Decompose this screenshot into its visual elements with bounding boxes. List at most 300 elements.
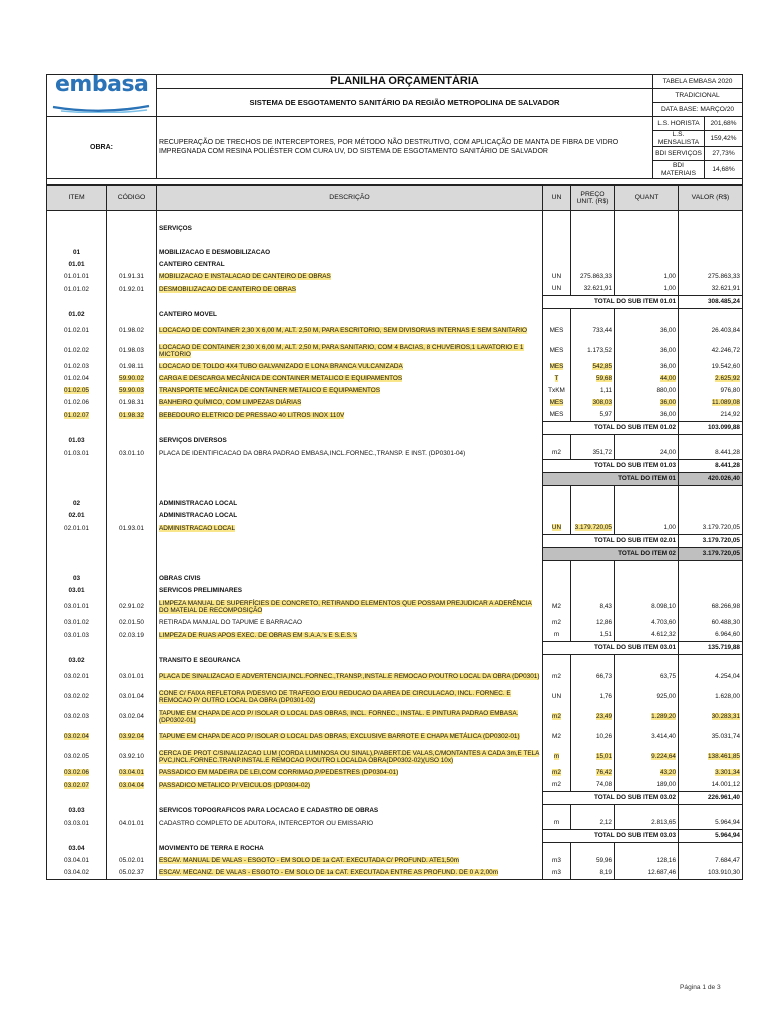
section-row [47, 247, 743, 259]
col-valor: VALOR (R$) [679, 186, 743, 211]
total-value: 420.026,40 [679, 473, 743, 486]
valor-cell: 19.542,60 [679, 361, 743, 373]
item-cell: 01.02.06 [47, 397, 107, 409]
subsection-row [47, 309, 743, 322]
empty-cell [543, 309, 571, 322]
col-item: ITEM [47, 186, 107, 211]
codigo-cell [107, 767, 157, 779]
codigo-cell: 01.98.11 [107, 361, 157, 373]
total-label: TOTAL DO SUB ITEM 01.03 [543, 460, 679, 473]
table-row [47, 373, 743, 385]
empty-cell [107, 223, 157, 235]
empty-cell [157, 792, 543, 805]
codigo-cell [107, 385, 157, 397]
table-row [47, 867, 743, 880]
highlighted-text: ESCAV. MANUAL DE VALAS - ESGOTO - EM SOLO DE 1a CAT. EXECUTADA C/ PROFUND. ATE1,50m [159, 857, 459, 865]
empty-cell [107, 830, 157, 843]
valor-cell: 4.254,04 [679, 667, 743, 687]
highlighted-text: 542,85 [592, 363, 612, 371]
preco-cell [571, 747, 615, 767]
codigo-cell: 03.01.10 [107, 447, 157, 460]
bdi-value: 159,42% [705, 131, 743, 147]
descricao-cell [157, 321, 543, 341]
un-cell [543, 522, 571, 535]
tabela-label: TABELA EMBASA 2020 [653, 75, 743, 89]
descricao-cell [157, 855, 543, 867]
valor-cell: 8.441,28 [679, 447, 743, 460]
quant-cell: 189,00 [615, 779, 679, 792]
empty-cell [615, 585, 679, 597]
descricao-cell [157, 687, 543, 707]
empty-cell [679, 223, 743, 235]
item-total-row [47, 473, 743, 486]
total-value: 8.441,28 [679, 460, 743, 473]
empty-cell [107, 510, 157, 522]
empty-cell [615, 498, 679, 510]
quant-cell [615, 767, 679, 779]
column-header-row [47, 186, 743, 211]
subsection-title: SERVIÇOS DIVERSOS [157, 435, 543, 448]
item-cell: 03.03.01 [47, 817, 107, 830]
empty-cell [47, 211, 107, 224]
item-cell: 01.03 [47, 435, 107, 448]
empty-cell [157, 830, 543, 843]
highlighted-text: BANHEIRO QUÍMICO, COM LIMPEZAS DIÁRIAS [159, 399, 302, 407]
total-value: 3.179.720,05 [679, 535, 743, 548]
empty-cell [615, 247, 679, 259]
item-cell: 01.02.03 [47, 361, 107, 373]
bottom-border-row [47, 880, 743, 881]
highlighted-text: LIMPEZA DE RUAS APOS EXEC. DE OBRAS EM S.A.A.'s E S.E.S.'s [159, 631, 358, 639]
valor-cell: 275.863,33 [679, 271, 743, 283]
page-footer: Página 1 de 3 [680, 984, 721, 991]
valor-cell: 5.964,94 [679, 817, 743, 830]
un-cell: MES [543, 341, 571, 361]
table-row [47, 447, 743, 460]
empty-cell [679, 573, 743, 585]
codigo-cell: 03.02.04 [107, 707, 157, 727]
item-cell: 03.04.01 [47, 855, 107, 867]
descricao-cell [157, 667, 543, 687]
table-row [47, 617, 743, 629]
highlighted-text: 76,42 [596, 769, 612, 777]
highlighted-text: 11.089,08 [712, 399, 740, 407]
empty-cell [157, 535, 543, 548]
item-cell: 01.01.01 [47, 271, 107, 283]
descricao-cell [157, 867, 543, 880]
highlighted-text: 03.04.04 [119, 781, 144, 789]
obra-description: RECUPERAÇÃO DE TRECHOS DE INTERCEPTORES, POR MÉTODO NÃO DESTRUTIVO, COM APLICAÇÃO DE MANTA DE FIBRA DE VIDRO IMPREGNADA COM RESINA POLIÉSTER COM CURA UV, DO SISTEMA DE ESGOTAMENTO SANITÁRIO DE SALVADOR [157, 117, 653, 179]
item-cell: 03.04.02 [47, 867, 107, 880]
empty-cell [543, 561, 571, 574]
empty-cell [543, 486, 571, 499]
empty-cell [679, 235, 743, 247]
empty-cell [157, 642, 543, 655]
bdi-label: L.S. MENSALISTA [653, 131, 705, 147]
preco-cell: 1.173,52 [571, 341, 615, 361]
empty-cell [679, 510, 743, 522]
item-cell [47, 727, 107, 747]
empty-cell [157, 422, 543, 435]
descricao-cell [157, 522, 543, 535]
descricao-cell [157, 727, 543, 747]
highlighted-text: 03.02.07 [64, 781, 89, 789]
un-cell: UN [543, 271, 571, 283]
highlighted-text: 308,03 [592, 399, 612, 407]
codigo-cell: 02.91.02 [107, 597, 157, 617]
subsection-row [47, 585, 743, 597]
tipo-label: TRADICIONAL [653, 89, 743, 103]
item-cell: 03.02.03 [47, 707, 107, 727]
item-cell: 03.02 [47, 655, 107, 668]
valor-cell: 32.621,91 [679, 283, 743, 296]
empty-cell [543, 805, 571, 818]
subsection-title: CANTEIRO MOVEL [157, 309, 543, 322]
item-cell: 01.02.01 [47, 321, 107, 341]
quant-cell: 2.813,65 [615, 817, 679, 830]
descricao-cell [157, 373, 543, 385]
bdi-label: BDI SERVIÇOS [653, 147, 705, 161]
highlighted-text: 59.90.03 [119, 387, 144, 395]
bdi-value: 27,73% [705, 147, 743, 161]
header-table [46, 74, 743, 185]
item-cell: 03.01 [47, 585, 107, 597]
empty-cell [47, 223, 107, 235]
empty-cell [107, 573, 157, 585]
preco-cell: 2,12 [571, 817, 615, 830]
codigo-cell: 05.02.37 [107, 867, 157, 880]
subsection-row [47, 510, 743, 522]
empty-cell [543, 211, 571, 224]
item-cell [47, 409, 107, 422]
codigo-cell [107, 779, 157, 792]
preco-cell: 1,51 [571, 629, 615, 642]
descricao-cell [157, 283, 543, 296]
valor-cell: 3.179.720,05 [679, 522, 743, 535]
highlighted-text: CARGA E DESCARGA MECÂNICA DE CONTAINER METALICO E EQUIPAMENTOS [159, 375, 403, 383]
highlighted-text: 01.02.05 [64, 387, 89, 395]
table-row [47, 361, 743, 373]
highlighted-text: 03.92.04 [119, 733, 144, 741]
table-row [47, 321, 743, 341]
empty-cell [107, 805, 157, 818]
table-row [47, 341, 743, 361]
total-label: TOTAL DO ITEM 02 [543, 548, 679, 561]
table-row [47, 409, 743, 422]
empty-cell [157, 548, 543, 561]
empty-cell [157, 211, 543, 224]
highlighted-text: PASSADICO METALICO P/ VEICULOS (DP0304-02) [159, 781, 311, 789]
empty-cell [571, 573, 615, 585]
empty-cell [679, 843, 743, 856]
quant-cell [615, 707, 679, 727]
empty-cell [679, 309, 743, 322]
preco-cell: 74,08 [571, 779, 615, 792]
total-value: 5.964,94 [679, 830, 743, 843]
highlighted-text: TAPUME EM CHAPA DE ACO P/ ISOLAR O LOCAL DAS OBRAS, EXCLUSIVE BARROTE E CHAPA METÁLICA (DP0302-01) [159, 733, 520, 741]
empty-cell [107, 548, 157, 561]
un-cell: M2 [543, 597, 571, 617]
codigo-cell: 03.92.10 [107, 747, 157, 767]
item-cell: 03.02.05 [47, 747, 107, 767]
empty-cell [571, 498, 615, 510]
subtotal-row [47, 792, 743, 805]
page-subtitle: SISTEMA DE ESGOTAMENTO SANITÁRIO DA REGIÃO METROPOLINA DE SALVADOR [157, 89, 653, 117]
preco-cell: 1,11 [571, 385, 615, 397]
quant-cell: 925,00 [615, 687, 679, 707]
subtotal-row [47, 642, 743, 655]
table-row [47, 855, 743, 867]
un-cell: M2 [543, 727, 571, 747]
quant-cell: 1,00 [615, 271, 679, 283]
total-label: TOTAL DO SUB ITEM 01.01 [543, 296, 679, 309]
empty-cell [571, 843, 615, 856]
highlighted-text: m [553, 753, 560, 761]
subsection-row [47, 259, 743, 271]
quant-cell: 128,16 [615, 855, 679, 867]
empty-cell [107, 535, 157, 548]
highlighted-text: ADMINISTRACAO LOCAL [159, 524, 235, 532]
quant-cell: 8.098,10 [615, 597, 679, 617]
empty-cell [543, 585, 571, 597]
blank-row [47, 211, 743, 224]
valor-cell: 42.246,72 [679, 341, 743, 361]
highlighted-text: CERCA DE PROT C/SINALIZACAO LUM (CORDA LUMINOSA OU SINAL),P/ABERT.DE VALAS,C/MONTANTES A CADA 3m,E TELA PVC,INCL.FORNEC.TRANP.INSTAL.E REMOCAO P/OUTRO LOCALDA OBRA(DP0302-02)(USO 10x) [159, 749, 540, 764]
item-total-row [47, 548, 743, 561]
empty-cell [157, 460, 543, 473]
un-cell: MES [543, 409, 571, 422]
empty-cell [47, 880, 743, 881]
highlighted-text: 1.289,20 [651, 713, 676, 721]
item-cell: 03.01.02 [47, 617, 107, 629]
empty-cell [47, 642, 107, 655]
valor-cell [679, 747, 743, 767]
empty-cell [47, 486, 107, 499]
item-cell: 01.01 [47, 259, 107, 271]
highlighted-text: T [554, 375, 559, 383]
empty-cell [157, 235, 543, 247]
subsection-row [47, 805, 743, 818]
total-label: TOTAL DO SUB ITEM 01.02 [543, 422, 679, 435]
empty-cell [107, 486, 157, 499]
empty-cell [107, 296, 157, 309]
descricao-cell [157, 409, 543, 422]
logo [47, 75, 157, 117]
un-cell: m [543, 629, 571, 642]
preco-cell: 10,26 [571, 727, 615, 747]
logo-text: embasa [55, 74, 149, 97]
empty-cell [107, 561, 157, 574]
table-row [47, 817, 743, 830]
empty-cell [47, 422, 107, 435]
table-row [47, 629, 743, 642]
un-cell: UN [543, 687, 571, 707]
highlighted-text: PASSADICO EM MADEIRA DE LEI,COM CORRIMAO,P/PEDESTRES (DP0304-01) [159, 769, 399, 777]
highlighted-text: 59.90.02 [119, 375, 144, 383]
item-cell [47, 767, 107, 779]
quant-cell: 12.687,46 [615, 867, 679, 880]
table-row [47, 707, 743, 727]
descricao-cell [157, 397, 543, 409]
empty-cell [543, 655, 571, 668]
highlighted-text: UN [551, 524, 562, 532]
empty-cell [157, 486, 543, 499]
codigo-cell: 03.01.04 [107, 687, 157, 707]
empty-cell [571, 510, 615, 522]
empty-cell [543, 498, 571, 510]
empty-cell [571, 486, 615, 499]
empty-cell [615, 309, 679, 322]
highlighted-text: MES [549, 363, 564, 371]
un-cell: MES [543, 321, 571, 341]
empty-cell [47, 473, 107, 486]
highlighted-text: 03.02.06 [64, 769, 89, 777]
total-value: 135.719,88 [679, 642, 743, 655]
descricao-cell: PLACA DE IDENTIFICACAO DA OBRA PADRAO EMBASA,INCL.FORNEC.,TRANSP. E INST. (DP0301-04) [157, 447, 543, 460]
table-row [47, 271, 743, 283]
un-cell [543, 767, 571, 779]
quant-cell: 1,00 [615, 522, 679, 535]
empty-cell [543, 259, 571, 271]
table-row [47, 667, 743, 687]
highlighted-text: 36,00 [660, 399, 676, 407]
un-cell: TxKM [543, 385, 571, 397]
preco-cell [571, 397, 615, 409]
empty-cell [571, 223, 615, 235]
descricao-cell [157, 707, 543, 727]
empty-cell [679, 247, 743, 259]
un-cell: m2 [543, 779, 571, 792]
item-cell: 03 [47, 573, 107, 585]
valor-cell: 6.964,60 [679, 629, 743, 642]
empty-cell [107, 247, 157, 259]
preco-cell: 1,76 [571, 687, 615, 707]
subtotal-row [47, 296, 743, 309]
quant-cell [615, 373, 679, 385]
preco-cell [571, 707, 615, 727]
col-un: UN [543, 186, 571, 211]
item-cell: 03.01.03 [47, 629, 107, 642]
table-row [47, 522, 743, 535]
highlighted-text: TAPUME EM CHAPA DE ACO P/ ISOLAR O LOCAL DAS OBRAS, INCL. FORNEC., INSTAL. E PINTURA PADRAO EMBASA. (DP0302-01) [159, 709, 519, 724]
subsection-row [47, 655, 743, 668]
empty-cell [615, 510, 679, 522]
empty-cell [615, 259, 679, 271]
valor-cell: 1.628,00 [679, 687, 743, 707]
preco-cell [571, 767, 615, 779]
empty-cell [543, 573, 571, 585]
highlighted-text: LOCACAO DE TOLDO 4X4 TUBO GALVANIZADO E LONA BRANCA VULCANIZADA [159, 363, 403, 371]
item-cell: 02.01.01 [47, 522, 107, 535]
valor-cell: 14.001,12 [679, 779, 743, 792]
quant-cell: 36,00 [615, 321, 679, 341]
preco-cell: 8,43 [571, 597, 615, 617]
empty-cell [107, 422, 157, 435]
empty-cell [107, 309, 157, 322]
highlighted-text: 03.02.04 [64, 733, 89, 741]
empty-cell [571, 805, 615, 818]
highlighted-text: 23,49 [596, 713, 612, 721]
codigo-cell: 01.93.01 [107, 522, 157, 535]
empty-cell [615, 805, 679, 818]
highlighted-text: LIMPEZA MANUAL DE SUPERFÍCIES DE CONCRETO, RETIRANDO ELEMENTOS QUE POSSAM PREJUDICAR A ADERÊNCIA DO MATEIAL DE RECOMPOSIÇÃO [159, 599, 532, 614]
preco-cell: 59,96 [571, 855, 615, 867]
empty-cell [615, 435, 679, 448]
highlighted-text: 44,00 [660, 375, 676, 383]
bdi-value: 14,68% [705, 161, 743, 179]
empty-cell [679, 655, 743, 668]
empty-cell [47, 830, 107, 843]
highlighted-text: 59,68 [596, 375, 612, 383]
total-label: TOTAL DO SUB ITEM 03.03 [543, 830, 679, 843]
valor-cell [679, 767, 743, 779]
item-cell: 02.01 [47, 510, 107, 522]
empty-cell [615, 211, 679, 224]
item-cell [47, 779, 107, 792]
table-row [47, 283, 743, 296]
obra-label: OBRA: [47, 117, 157, 179]
empty-cell [571, 235, 615, 247]
descricao-cell [157, 779, 543, 792]
item-cell: 03.03 [47, 805, 107, 818]
un-cell: m2 [543, 447, 571, 460]
empty-cell [679, 259, 743, 271]
empty-cell [615, 573, 679, 585]
quant-cell: 880,00 [615, 385, 679, 397]
valor-cell: 35.031,74 [679, 727, 743, 747]
empty-cell [47, 460, 107, 473]
descricao-cell [157, 767, 543, 779]
empty-cell [107, 642, 157, 655]
total-label: TOTAL DO SUB ITEM 03.02 [543, 792, 679, 805]
un-cell [543, 707, 571, 727]
preco-cell: 32.621,91 [571, 283, 615, 296]
empty-cell [157, 561, 543, 574]
descricao-cell [157, 385, 543, 397]
quant-cell: 24,00 [615, 447, 679, 460]
descricao-cell: CADASTRO COMPLETO DE ADUTORA, INTERCEPTOR OU EMISSARIO [157, 817, 543, 830]
subsection-title: ADMINISTRACAO LOCAL [157, 510, 543, 522]
empty-cell [571, 247, 615, 259]
empty-cell [543, 843, 571, 856]
empty-cell [543, 223, 571, 235]
codigo-cell: 04.01.01 [107, 817, 157, 830]
quant-cell: 4.612,32 [615, 629, 679, 642]
section-row [47, 498, 743, 510]
budget-rows [47, 211, 743, 881]
highlighted-text: PLACA DE SINALIZACAO E ADVERTENCIA,INCL.FORNEC.,TRANSP.,INSTAL.E REMOCAO P/OUTRO LOCAL DA OBRA (DP0301) [159, 673, 540, 681]
empty-cell [107, 435, 157, 448]
blank-row [47, 561, 743, 574]
item-cell: 03.04 [47, 843, 107, 856]
item-cell: 01.01.02 [47, 283, 107, 296]
preco-cell: 8,19 [571, 867, 615, 880]
preco-cell [571, 373, 615, 385]
item-cell [47, 385, 107, 397]
empty-cell [679, 498, 743, 510]
highlighted-text: BEBEDOURO ELETRICO DE PRESSAO 40 LITROS INOX 110V [159, 411, 345, 419]
empty-cell [157, 296, 543, 309]
descricao-cell [157, 629, 543, 642]
un-cell [543, 361, 571, 373]
empty-cell [107, 473, 157, 486]
un-cell: m2 [543, 617, 571, 629]
valor-cell: 103.910,30 [679, 867, 743, 880]
empty-cell [543, 247, 571, 259]
total-label: TOTAL DO ITEM 01 [543, 473, 679, 486]
quant-cell: 36,00 [615, 361, 679, 373]
item-cell: 01.02.04 [47, 373, 107, 385]
